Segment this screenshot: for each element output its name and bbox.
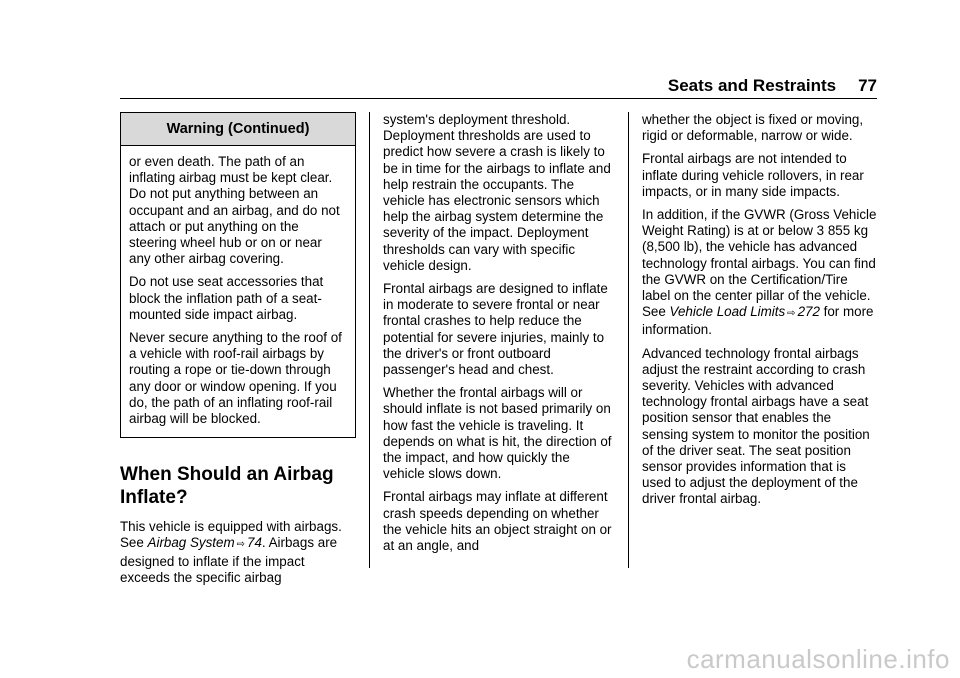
col2-paragraph-2: Frontal airbags are designed to inflate in moderate to severe frontal or near frontal crashes to help reduce the potential for severe injuries, mainly to the driver's or front outboard passenger's head and chest. [383, 281, 608, 378]
text-span: . Airbags are designed to inflate if the impact exceeds the specific airbag [120, 535, 338, 585]
xref-airbag-system[interactable]: Airbag System [147, 535, 235, 551]
col2-paragraph-3: Whether the frontal airbags will or should inflate is not based primarily on how fast the vehicle is traveling. It depends on what is hit, the direction of the impact, and how quickly the vehicle slows down. [383, 385, 612, 482]
column-divider-2 [628, 112, 629, 568]
warning-title: Warning (Continued) [121, 113, 355, 146]
column-2 [383, 112, 615, 561]
warning-box [120, 112, 356, 438]
xref-page-272[interactable]: 272 [797, 304, 820, 320]
col2-paragraph-4: Frontal airbags may inflate at different crash speeds depending on whether the vehicle hits an object straight on or at an angle, and [383, 489, 612, 554]
column-divider-1 [369, 112, 370, 568]
xref-arrow-icon: ⇨ [236, 539, 246, 551]
column-1 [120, 112, 356, 593]
warning-paragraph-3: Never secure anything to the roof of a vehicle with roof-rail airbags by routing a rope or tie-down through any door or window opening. If you do, the path of an inflating roof-rail airbag will be blocked. [129, 330, 342, 427]
warning-body [121, 146, 355, 437]
xref-vehicle-load-limits[interactable]: Vehicle Load Limits [669, 304, 786, 320]
col3-paragraph-2: Frontal airbags are not intended to inflate during vehicle rollovers, in rear impacts, or in many side impacts. [642, 151, 864, 199]
section-title: Seats and Restraints [667, 76, 837, 95]
col3-paragraph-3 [642, 207, 878, 339]
page-number: 77 [858, 76, 877, 95]
section-heading: When Should an Airbag Inflate? [120, 464, 334, 509]
watermark: carmanualsonline.info [686, 644, 950, 674]
header-rule [120, 98, 877, 99]
warning-paragraph-1: or even death. The path of an inflating airbag must be kept clear. Do not put anything between an occupant and an airbag, and do not attach or put anything on the steering wheel hub or on or near any other airbag covering. [129, 154, 340, 267]
text-span: In addition, if the GVWR (Gross Vehicle Weight Rating) is at or below 3 855 kg (8,500 lb), the vehicle has advanced technology frontal airbags. You can find the GVWR on the Certification/Tire label on the center pillar of the vehicle. See [642, 207, 877, 320]
col3-paragraph-1: whether the object is fixed or moving, rigid or deformable, narrow or wide. [642, 112, 864, 144]
text-span: This vehicle is equipped with airbags. See [120, 519, 342, 551]
xref-page-74[interactable]: 74 [247, 535, 262, 551]
xref-arrow-icon: ⇨ [787, 308, 796, 320]
warning-paragraph-2: Do not use seat accessories that block the inflation path of a seat-mounted side impact airbag. [129, 274, 324, 322]
text-span: for more information. [642, 304, 874, 338]
page-header [120, 76, 877, 96]
column-3 [642, 112, 878, 515]
col1-paragraph [120, 519, 356, 586]
col2-paragraph-1: system's deployment threshold. Deployment thresholds are used to predict how severe a crash is likely to be in time for the airbags to inflate and help restrain the occupants. The vehicle has electronic sensors which help the airbag system determine the severity of the impact. Deployment thresholds can vary with specific vehicle design. [383, 112, 611, 273]
col3-paragraph-4: Advanced technology frontal airbags adjust the restraint according to crash severity. Vehicles with advanced technology frontal airbags have a seat position sensor that enables the sensing system to monitor the position of the driver seat. The seat position sensor provides information that is used to adjust the deployment of the driver frontal airbag. [642, 345, 870, 507]
